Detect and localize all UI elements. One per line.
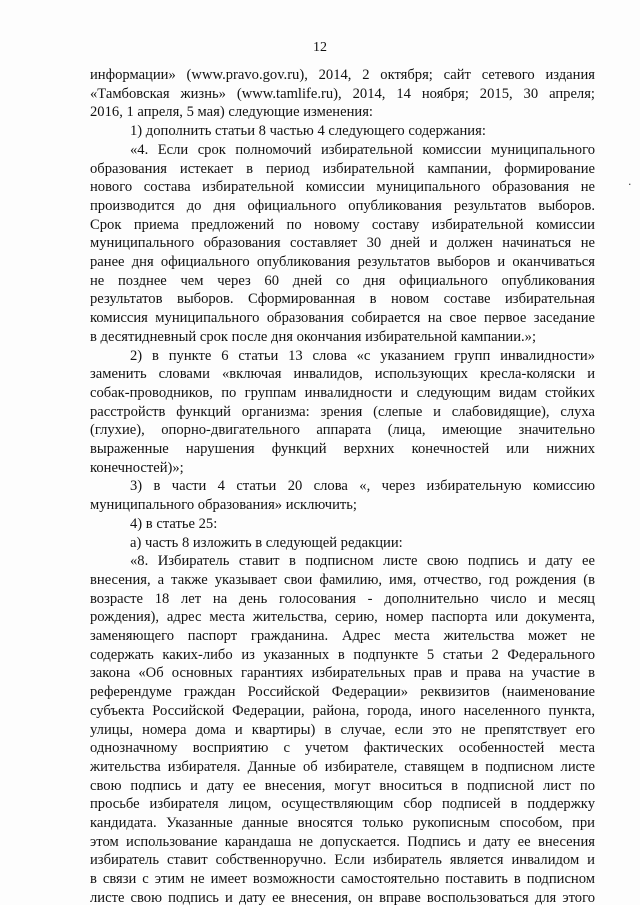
text-line: муниципального образования составляет 30 дней и должен начинаться не	[90, 235, 595, 252]
text-line: 3) в части 4 статьи 20 слова «, через избирательную комиссию	[130, 478, 595, 495]
text-line: референдуме граждан Российской Федерации» реквизитов (наименование	[90, 684, 595, 701]
text-line: содержать каких-либо из указанных в подпункте 5 статьи 2 Федерального	[90, 646, 595, 663]
text-line: ранее дня официального опубликования результатов выборов и оканчиваться	[90, 254, 595, 270]
text-line: закона «Об основных гарантиях избирательных прав и права на участие в	[90, 665, 595, 682]
text-line: производится до дня официального опубликования результатов выборов.	[90, 197, 595, 214]
text-line: Срок приема предложений по новому составу избирательной комиссии	[90, 216, 595, 233]
text-line: 2016, 1 апреля, 5 мая) следующие изменения:	[90, 104, 373, 121]
text-line: собак-проводников, по группам инвалидности и следующим видам стойких	[90, 384, 595, 401]
text-line: кандидата. Указанные данные вносятся только рукописным способом, при	[90, 815, 595, 831]
text-line: нового состава избирательной комиссии муниципального образования не	[90, 179, 595, 196]
text-line: 4) в статье 25:	[130, 515, 218, 532]
text-line: внесения, а также указывает свои фамилию, имя, отчество, год рождения (в	[90, 571, 595, 588]
text-line: «4. Если срок полномочий избирательной комиссии муниципального	[130, 141, 595, 158]
text-line: заменить словами «включая инвалидов, использующих кресла-коляски и	[90, 366, 595, 383]
text-line: результатов выборов. Сформированная в новом составе избирательная	[90, 291, 595, 308]
text-line: избиратель ставит собственноручно. Если избиратель является инвалидом и	[90, 852, 595, 869]
margin-mark: ·	[628, 178, 632, 191]
text-line: информации» (www.pravo.gov.ru), 2014, 2 октября; сайт сетевого издания	[90, 67, 595, 83]
text-line: жительства избирателя. Данные об избирателе, ставящем в подписном листе	[90, 758, 595, 775]
text-line: а) часть 8 изложить в следующей редакции:	[130, 534, 403, 551]
text-line: 2) в пункте 6 статьи 13 слова «с указанием групп инвалидности»	[130, 347, 595, 364]
text-line: (глухие), опорно-двигательного аппарата (лица, имеющие значительно	[90, 422, 595, 439]
text-line: расстройств функций организма: зрения (слепые и слабовидящие), слуха	[90, 403, 595, 420]
text-line: образования истекает в период избирательной кампании, формирование	[90, 160, 595, 177]
text-line: однозначному восприятию с учетом фактических особенностей места	[90, 740, 595, 757]
text-line: «Тамбовская жизнь» (www.tamlife.ru), 2014, 14 ноября; 2015, 30 апреля;	[90, 85, 595, 102]
text-line: муниципального образования» исключить;	[90, 497, 357, 514]
text-line: улицы, номера дома и квартиры) в случае, если это не препятствует его	[90, 721, 595, 738]
text-line: конечностей)»;	[90, 459, 184, 476]
text-line: в десятидневный срок после дня окончания избирательной кампании.»;	[90, 328, 537, 345]
text-line: листе свою подпись и дату ее внесения, он вправе воспользоваться для этого	[90, 889, 595, 906]
page-number: 12	[313, 40, 327, 55]
text-line: заменяющего паспорт гражданина. Адрес места жительства может не	[90, 628, 595, 644]
text-line: просьбе избирателя лицом, осуществляющим сбор подписей в поддержку	[90, 796, 595, 813]
text-line: «8. Избиратель ставит в подписном листе свою подпись и дату ее	[130, 553, 595, 570]
text-line: рождения), адрес места жительства, серию, номер паспорта или документа,	[90, 609, 595, 626]
text-line: возрасте 18 лет на день голосования - дополнительно число и месяц	[90, 590, 595, 607]
text-line: свою подпись и дату ее внесения, могут вноситься в подписной лист по	[90, 777, 595, 794]
text-line: выраженные нарушения функций верхних конечностей или нижних	[90, 441, 595, 457]
text-line: не позднее чем через 60 дней со дня официального опубликования	[90, 272, 595, 289]
text-line: в связи с этим не имеет возможности самостоятельно поставить в подписном	[90, 871, 595, 888]
text-line: 1) дополнить статьи 8 частью 4 следующего содержания:	[130, 123, 486, 140]
text-line: комиссия муниципального образования собирается на свое первое заседание	[90, 310, 595, 327]
text-line: субъекта Российской Федерации, района, города, иного населенного пункта,	[90, 702, 595, 719]
text-line: этом использование карандаша не допускается. Подпись и дату ее внесения	[90, 833, 595, 850]
